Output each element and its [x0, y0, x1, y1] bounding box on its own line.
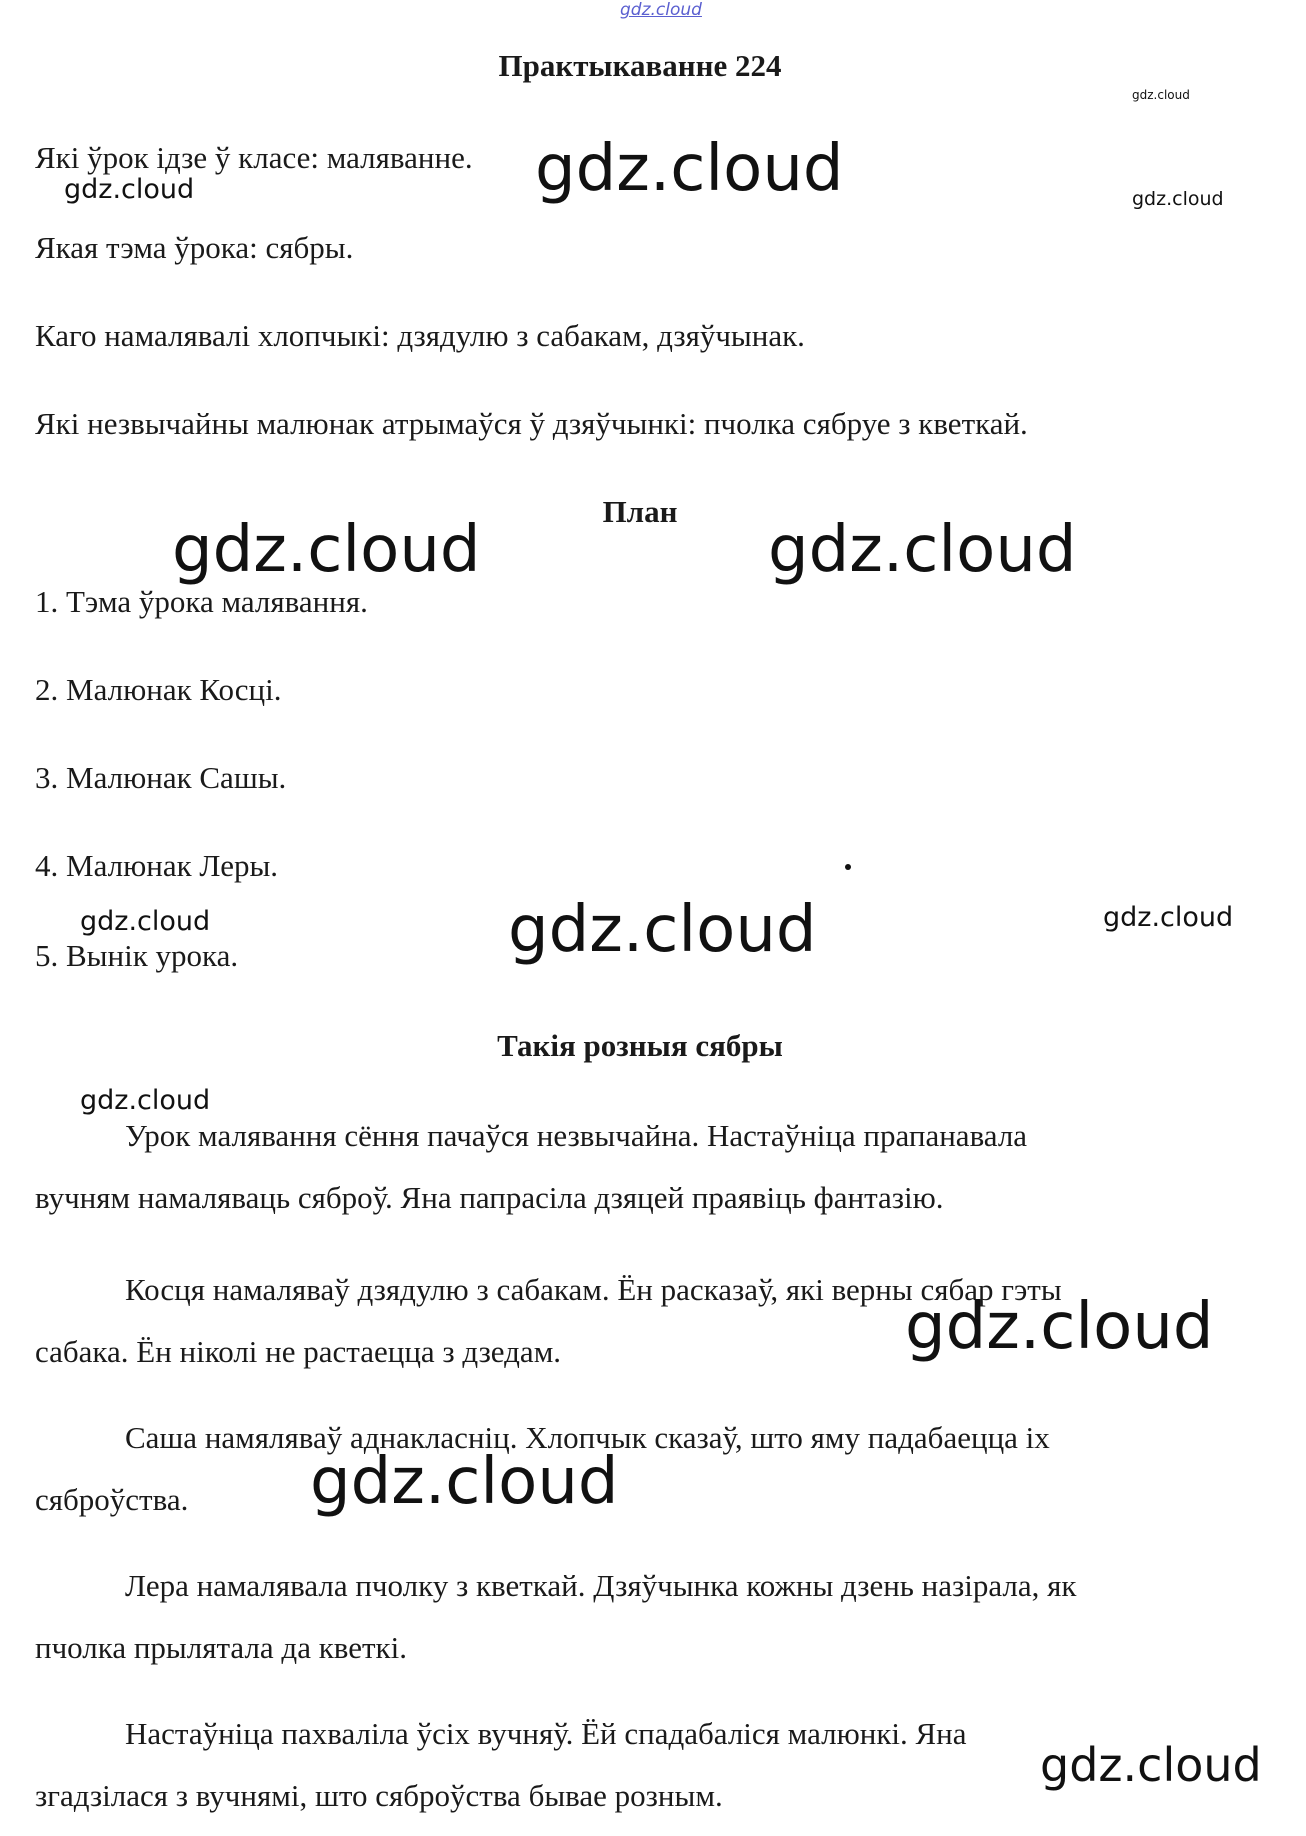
story-line-2: вучням намаляваць сяброў. Яна папрасіла дзяцей праявіць фантазію.	[35, 1180, 944, 1215]
story-line-4: сабака. Ён ніколі не растаецца з дзедам.	[35, 1334, 562, 1369]
answer-4: Які незвычайны малюнак атрымаўся ў дзяўчынкі: пчолка сябруе з кветкай.	[35, 406, 1028, 441]
watermark: gdz.cloud	[172, 513, 481, 587]
answer-3: Каго намалявалі хлопчыкі: дзядулю з сабакам, дзяўчынак.	[35, 318, 805, 353]
watermark: gdz.cloud	[1132, 88, 1190, 102]
watermark: gdz.cloud	[1040, 1738, 1262, 1792]
story-line-5: Саша намяляваў аднакласніц. Хлопчык сказаў, што яму падабаецца іх	[125, 1420, 1050, 1455]
watermark: gdz.cloud	[508, 893, 817, 967]
story-line-1: Урок малявання сёння пачаўся незвычайна. Настаўніца прапанавала	[125, 1118, 1028, 1153]
watermark: gdz.cloud	[80, 1085, 211, 1116]
watermark: gdz.cloud	[768, 513, 1077, 587]
watermark: gdz.cloud	[80, 906, 211, 937]
stray-dot	[845, 864, 851, 870]
watermark: gdz.cloud	[310, 1445, 619, 1519]
watermark: gdz.cloud	[535, 132, 844, 206]
plan-item-1: 1. Тэма ўрока малявання.	[35, 584, 368, 619]
watermark: gdz.cloud	[1132, 188, 1224, 210]
story-line-3: Косця намаляваў дзядулю з сабакам. Ён расказаў, які верны сябар гэты	[125, 1272, 1062, 1307]
story-line-10: згадзілася з вучнямі, што сяброўства бывае розным.	[35, 1778, 723, 1813]
plan-item-2: 2. Малюнак Косці.	[35, 672, 282, 707]
plan-item-4: 4. Малюнак Леры.	[35, 848, 279, 883]
plan-item-5: 5. Вынік урока.	[35, 938, 239, 973]
page-title: Практыкаванне 224	[498, 48, 782, 83]
story-line-6: сяброўства.	[35, 1482, 189, 1517]
plan-item-3: 3. Малюнак Сашы.	[35, 760, 287, 795]
story-line-7: Лера намалявала пчолку з кветкай. Дзяўчынка кожны дзень назірала, як	[125, 1568, 1077, 1603]
story-line-9: Настаўніца пахваліла ўсіх вучняў. Ёй спадабаліся малюнкі. Яна	[125, 1716, 967, 1751]
watermark: gdz.cloud	[1103, 902, 1234, 933]
answer-1: Які ўрок ідзе ў класе: маляванне.	[35, 140, 473, 175]
watermark-link[interactable]: gdz.cloud	[620, 0, 702, 20]
watermark: gdz.cloud	[905, 1290, 1214, 1364]
answer-2: Якая тэма ўрока: сябры.	[35, 230, 354, 265]
watermark: gdz.cloud	[64, 174, 195, 205]
story-line-8: пчолка прылятала да кветкі.	[35, 1630, 407, 1665]
story-title: Такія розныя сябры	[497, 1028, 783, 1063]
plan-title: План	[602, 494, 678, 529]
